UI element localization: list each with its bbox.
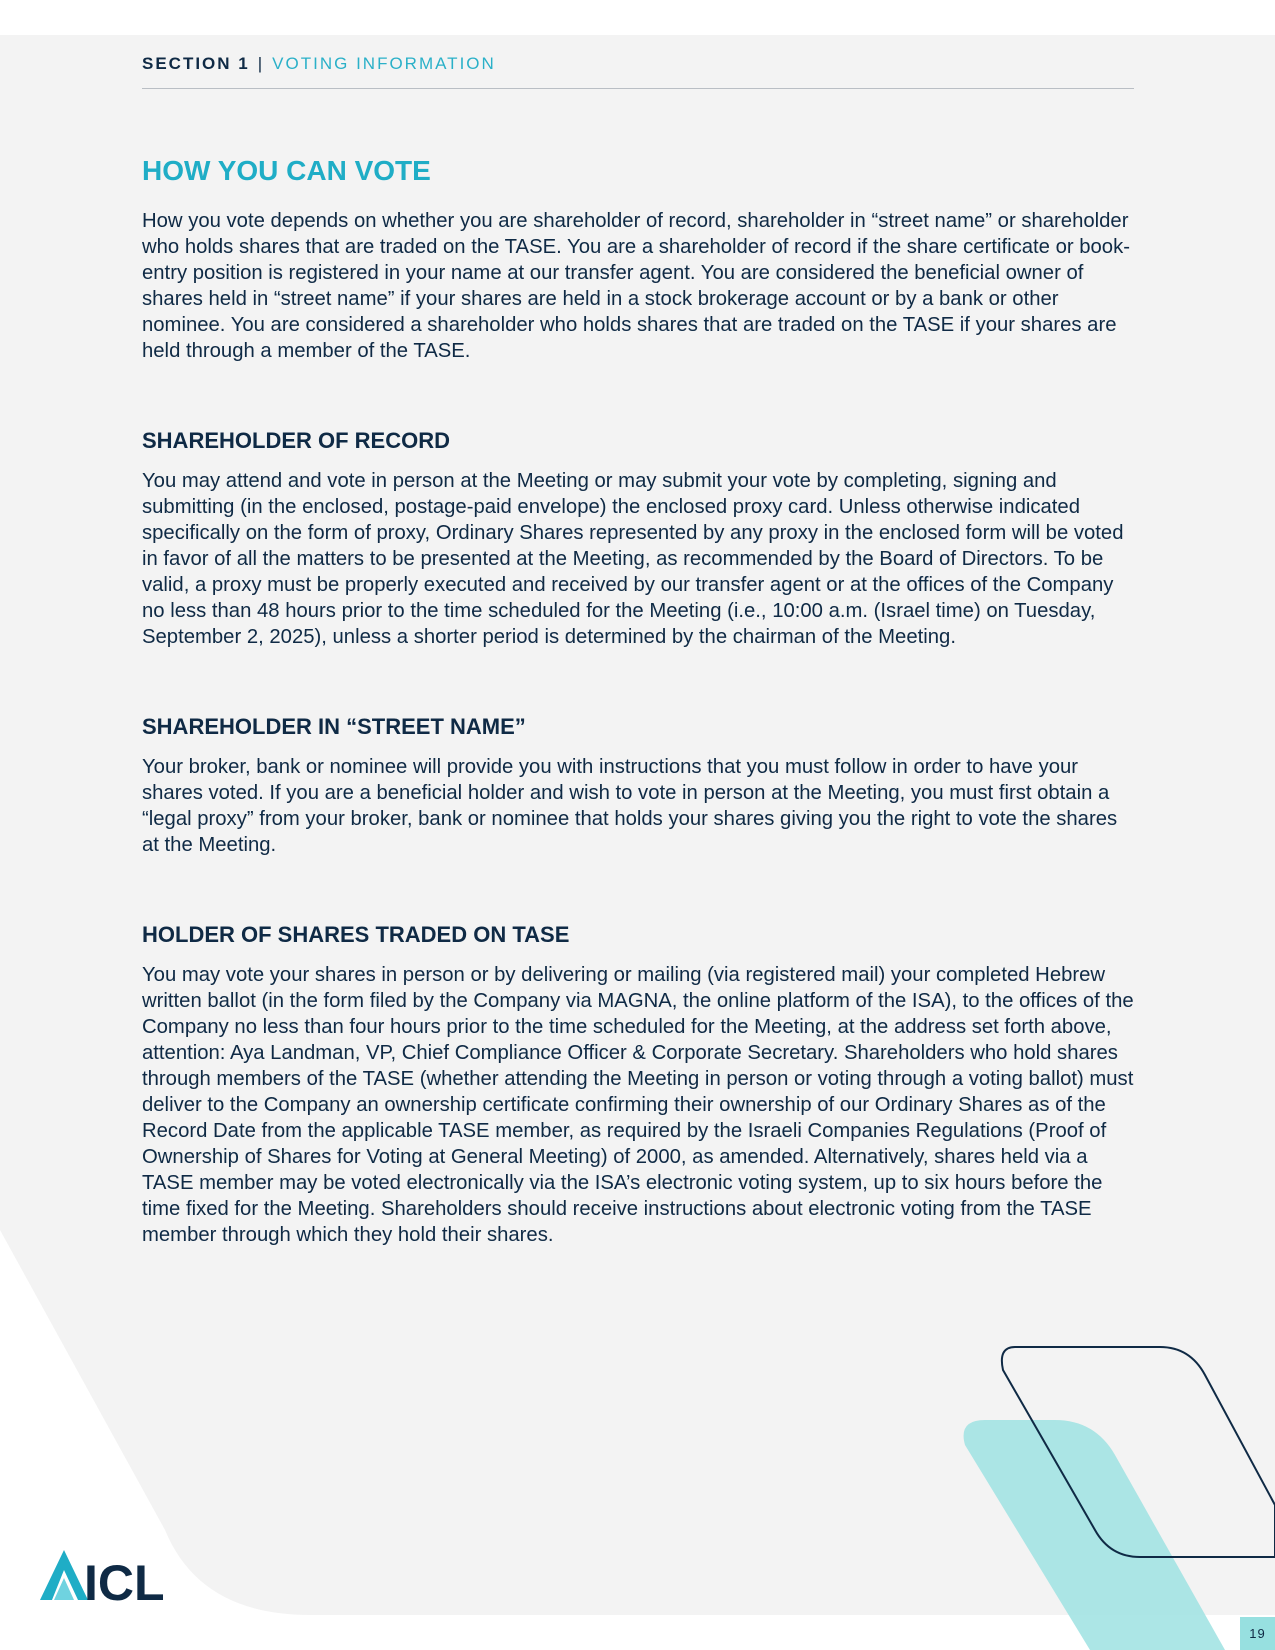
icl-logo (40, 1548, 170, 1602)
heading-street-name: SHAREHOLDER IN “STREET NAME” (142, 714, 526, 739)
teal-parallelogram-shape (964, 1420, 1225, 1650)
section-label: SECTION 1 (142, 54, 250, 73)
paragraph-shareholder-of-record: You may attend and vote in person at the Meeting or may submit your vote by completing, signing and submitting (in the enclosed, postage-paid envelope) the enclosed proxy card. Unless otherwise indicated specifically on the form of proxy, Ordinary Shares represented by any proxy in the enclosed form will be voted in favor of all the matters to be presented at the Meeting, as recommended by the Board of Directors. To be valid, a proxy must be properly executed and received by our transfer agent or at the offices of the Company no less than 48 hours prior to the time scheduled for the Meeting (i.e., 10:00 a.m. (Israel time) on Tuesday, September 2, 2025), unless a shorter period is determined by the chairman of the Meeting. (142, 470, 1124, 648)
logo-text: ICL (84, 1555, 165, 1602)
paragraph-street-name: Your broker, bank or nominee will provide you with instructions that you must follow in order to have your shares voted. If you are a beneficial holder and wish to vote in person at the Meeting, you must first obtain a “legal proxy” from your broker, bank or nominee that holds your shares giving you the right to vote the shares at the Meeting. (142, 756, 1118, 856)
heading-shareholder-of-record: SHAREHOLDER OF RECORD (142, 428, 451, 453)
paragraph-tase-holder: You may vote your shares in person or by delivering or mailing (via registered mail) your completed Hebrew written ballot (in the form filed by the Company via MAGNA, the online platform of the ISA), to the offices of the Company no less than four hours prior to the time scheduled for the Meeting, at the address set forth above, attention: Aya Landman, VP, Chief Compliance Officer & Corporate Secretary. Shareholders who hold shares through members of the TASE (whether attending the Meeting in person or voting through a voting ballot) must deliver to the Company an ownership certificate confirming their ownership of our Ordinary Shares as of the Record Date from the applicable TASE member, as required by the Israeli Companies Regulations (Proof of Ownership of Shares for Voting at General Meeting) of 2000, as amended. Alternatively, shares held via a TASE member may be voted electronically via the ISA’s electronic voting system, up to six hours before the time fixed for the Meeting. Shareholders should receive instructions about electronic voting from the TASE member through which they hold their shares. (142, 964, 1134, 1246)
page-number: 19 (1240, 1617, 1275, 1650)
page-title: HOW YOU CAN VOTE (142, 155, 431, 186)
header-separator: | (257, 54, 265, 73)
section-header (142, 52, 1134, 89)
subsection-label: VOTING INFORMATION (272, 54, 496, 73)
intro-paragraph: How you vote depends on whether you are shareholder of record, shareholder in “street name” or shareholder who holds shares that are traded on the TASE. You are a shareholder of record if the share certificate or book-entry position is registered in your name at our transfer agent. You are considered the beneficial owner of shares held in “street name” if your shares are held in a stock brokerage account or by a bank or other nominee. You are considered a shareholder who holds shares that are traded on the TASE if your shares are held through a member of the TASE. (142, 210, 1130, 362)
heading-tase-holder: HOLDER OF SHARES TRADED ON TASE (142, 922, 570, 947)
main-content (142, 150, 1134, 1248)
